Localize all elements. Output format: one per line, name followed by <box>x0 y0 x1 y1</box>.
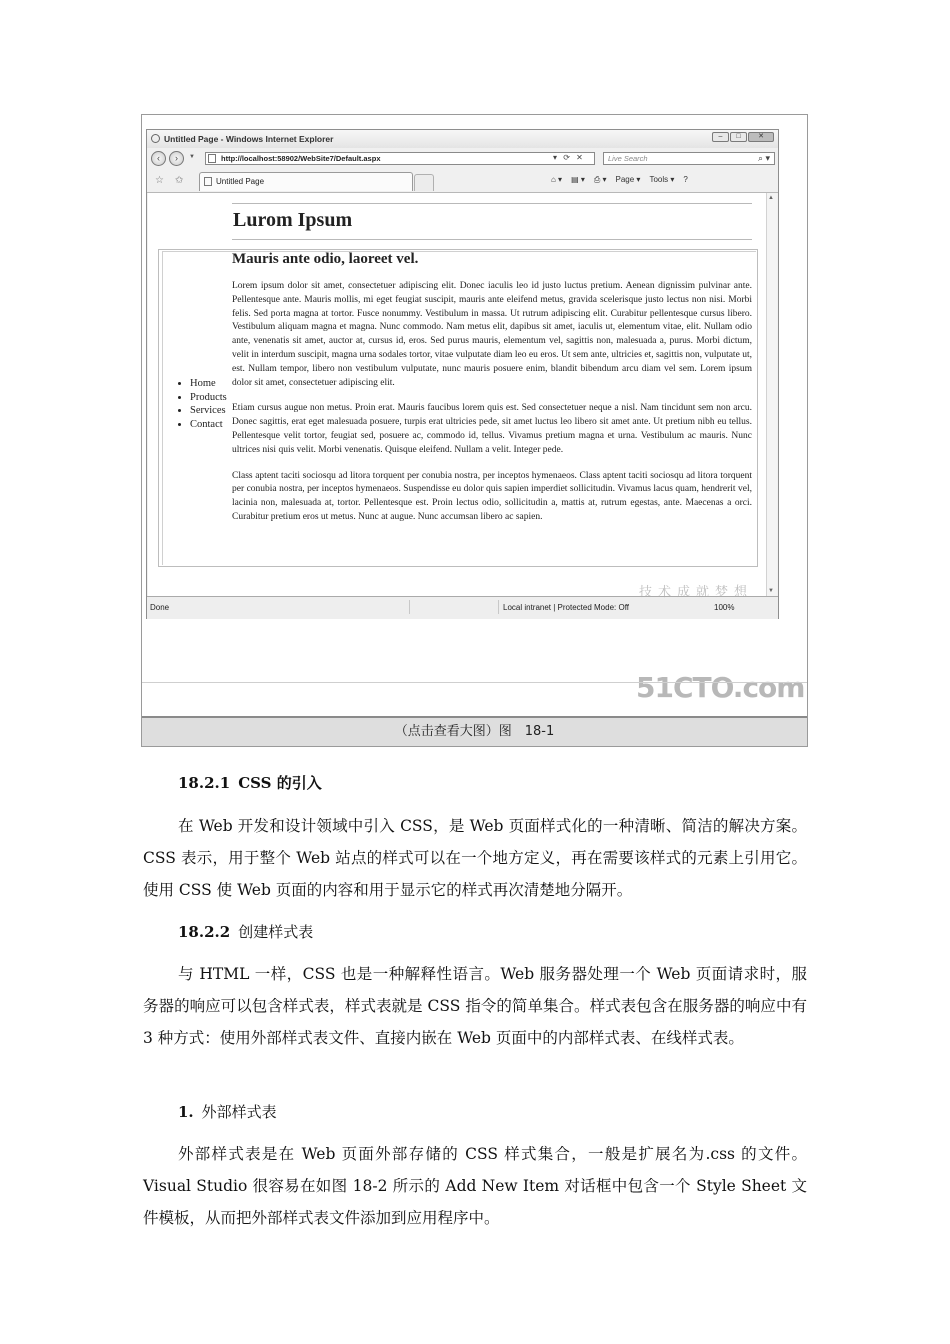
forward-button[interactable]: › <box>169 151 184 166</box>
status-separators <box>409 600 499 614</box>
nav-link-contact[interactable]: • Contact <box>190 418 227 432</box>
address-controls[interactable]: ▾ ⟳ ✕ <box>553 153 585 162</box>
minimize-button[interactable]: – <box>712 132 729 142</box>
search-placeholder: Live Search <box>608 154 648 163</box>
figure-caption[interactable]: （点击查看大图）图 18-1 <box>142 716 807 746</box>
section-title: 创建样式表 <box>238 923 314 941</box>
content-paragraph: Lorem ipsum dolor sit amet, consectetuer adipiscing elit. Donec iaculis leo id justo luctus pretium. Aenean dignissim pulvinar ante. Pellentesque ante. Mauris mollis, mi eget feugiat suscipit, mauris ante eleifend metus, gravida scelerisque justo lectus non nisi. Morbi felis. Sed porta magna at tortor. Fusce nonummy. Vestibulum in massa. Ut rutrum adipiscing elit. Curabitur pellentesque cursus libero. Vestibulum aliquam magna et magna. Nunc commodo. Nam metus elit, dapibus sit amet, iaculis ut, elementum vitae, elit. Nullam odio ante, venenatis sit amet, auctor at, cursus id, eros. Sed purus mauris, elementum vel, sagittis non, malesuada a, purus. Morbi dictum, velit in interdum suscipit, magna urna sodales tortor, vitae vulputate diam leo eu eros. Ut sem ante, ultricies et, sagittis non, vulputate ut, est. Nullam tempor, libero non vestibulum vulputate, nunc mauris posuere enim, blandit bibendum arcu diam vel sem. Lorem ipsum dolor sit amet, consectetuer adipiscing elit. <box>232 281 752 388</box>
search-input[interactable] <box>603 152 775 165</box>
body-paragraph: 与 HTML 一样，CSS 也是一种解释性语言。Web 服务器处理一个 Web 页面请求时，服务器的响应可以包含样式表，样式表就是 CSS 指令的简单集合。样式表包含在服务器的响应中有 3 种方式：使用外部样式表文件、直接内嵌在 Web 页面中的内部样式表、在线样式表。 <box>143 965 807 1047</box>
page-menu[interactable]: Page ▾ <box>615 175 641 184</box>
print-button[interactable]: ⎙ ▾ <box>593 175 607 184</box>
browser-window <box>146 129 779 619</box>
subsection-heading-1 <box>178 1101 277 1122</box>
watermark-logo: 51CTO.com <box>636 671 805 704</box>
page-icon <box>204 177 212 186</box>
address-url: http://localhost:58902/WebSite7/Default.aspx <box>221 154 381 163</box>
status-text: Done <box>150 603 170 612</box>
favorites-star-icon[interactable]: ☆ <box>155 175 164 186</box>
new-tab-button[interactable] <box>414 174 434 191</box>
watermark-tagline-wrap <box>639 581 753 600</box>
tools-menu[interactable]: Tools ▾ <box>649 175 675 184</box>
zoom-level[interactable]: 100% <box>714 603 735 612</box>
navigation-bar <box>147 148 778 170</box>
search-icon[interactable]: ⌕ ▾ <box>757 153 770 163</box>
page-nav-list <box>180 377 227 432</box>
history-dropdown-icon[interactable]: ▼ <box>189 154 195 160</box>
page-icon <box>208 154 216 163</box>
subsection-title: 外部样式表 <box>201 1103 277 1121</box>
page-main-content <box>232 251 752 537</box>
close-button[interactable]: ✕ <box>748 132 774 142</box>
tab-untitled-page[interactable] <box>199 172 413 191</box>
site-watermark <box>636 671 804 704</box>
figure-18-1 <box>141 114 808 747</box>
subsection-number: 1. <box>178 1103 194 1121</box>
figure-divider <box>142 682 807 683</box>
content-paragraph: Etiam cursus augue non metus. Proin erat. Mauris faucibus lorem quis est. Sed consectetuer neque a nisl. Nam tincidunt sem non arcu. Donec sagittis, erat eget malesuada posuere, turpis erat ultricies pede, sit amet luctus leo libero sit amet ante. Ut pretium nibh eu tellus. Pellentesque velit tortor, feugiat sed, posuere ac, commodo id, tellus. Vivamus pretium magna et urna. Vestibulum ac mauris. Nunc ultrices nisi quis velit. Morbi venenatis. Quisque eleifend. Nullam a velit. Integer pede. <box>232 403 752 455</box>
section-title: CSS 的引入 <box>238 774 322 792</box>
nav-link-products[interactable]: • Products <box>190 391 227 405</box>
address-bar[interactable] <box>205 152 595 165</box>
page-header: Lurom Ipsum <box>233 209 353 231</box>
vertical-scrollbar[interactable] <box>766 193 777 596</box>
nav-link-home[interactable]: • Home <box>190 377 227 391</box>
content-paragraph: Class aptent taciti sociosqu ad litora torquent per conubia nostra, per inceptos hymenaeos. Class aptent taciti sociosqu ad litora torquent per conubia nostra, per inceptos hymenaeos. Suspendisse eu dolor quis sapien imperdiet sollicitudin. Vivamus lacus quam, hendrerit vel, lacinia non, malesuada at, tortor. Pellentesque est. Proin lectus odio, sollicitudin a, mattis at, rutrum egestas, ante. Maecenas a orci. Curabitur pretium eros ut metus. Nunc at augue. Nunc accumsan libero ac sapien. <box>232 470 752 522</box>
rendered-page <box>148 193 766 596</box>
section-number: 18.2.2 <box>178 923 231 941</box>
ie-logo-icon <box>151 134 160 143</box>
feeds-button[interactable]: ▤ ▾ <box>571 175 585 184</box>
watermark-tagline: 技术成就梦想 <box>639 585 754 600</box>
body-paragraph: 外部样式表是在 Web 页面外部存储的 CSS 样式集合，一般是扩展名为.css 的文件。Visual Studio 很容易在如图 18-2 所示的 Add New Item 对话框中包含一个 Style Sheet 文件模板，从而把外部样式表文件添加到应用程序中。 <box>143 1145 807 1227</box>
help-button[interactable]: ? <box>683 175 688 184</box>
command-bar <box>551 175 688 185</box>
security-zone[interactable]: Local intranet | Protected Mode: Off <box>503 603 629 612</box>
back-button[interactable]: ‹ <box>151 151 166 166</box>
window-controls <box>712 132 774 142</box>
section-heading-18-2-2 <box>178 921 313 942</box>
window-title: Untitled Page - Windows Internet Explorer <box>164 134 334 144</box>
body-paragraph: 在 Web 开发和设计领域中引入 CSS，是 Web 页面样式化的一种清晰、简洁的解决方案。CSS 表示，用于整个 Web 站点的样式可以在一个地方定义，再在需要该样式的元素上引用它。使用 CSS 使 Web 页面的内容和用于显示它的样式再次清楚地分隔开。 <box>143 817 807 899</box>
section-number: 18.2.1 <box>178 774 231 792</box>
content-heading: Mauris ante odio, laoreet vel. <box>232 251 419 267</box>
page-viewport <box>148 193 766 596</box>
header-rule-top <box>232 203 752 204</box>
home-button[interactable]: ⌂ ▾ <box>551 175 563 184</box>
tab-bar <box>147 170 778 193</box>
nav-link-services[interactable]: • Services <box>190 404 227 418</box>
title-bar <box>147 130 778 148</box>
tab-label: Untitled Page <box>216 177 265 186</box>
maximize-button[interactable]: □ <box>730 132 747 142</box>
section-heading-18-2-1 <box>178 772 330 793</box>
scroll-down-icon[interactable]: ▼ <box>768 588 774 594</box>
header-rule-bottom <box>232 239 752 240</box>
add-favorites-icon[interactable]: ✩ <box>175 175 184 186</box>
scroll-up-icon[interactable]: ▲ <box>768 195 774 201</box>
